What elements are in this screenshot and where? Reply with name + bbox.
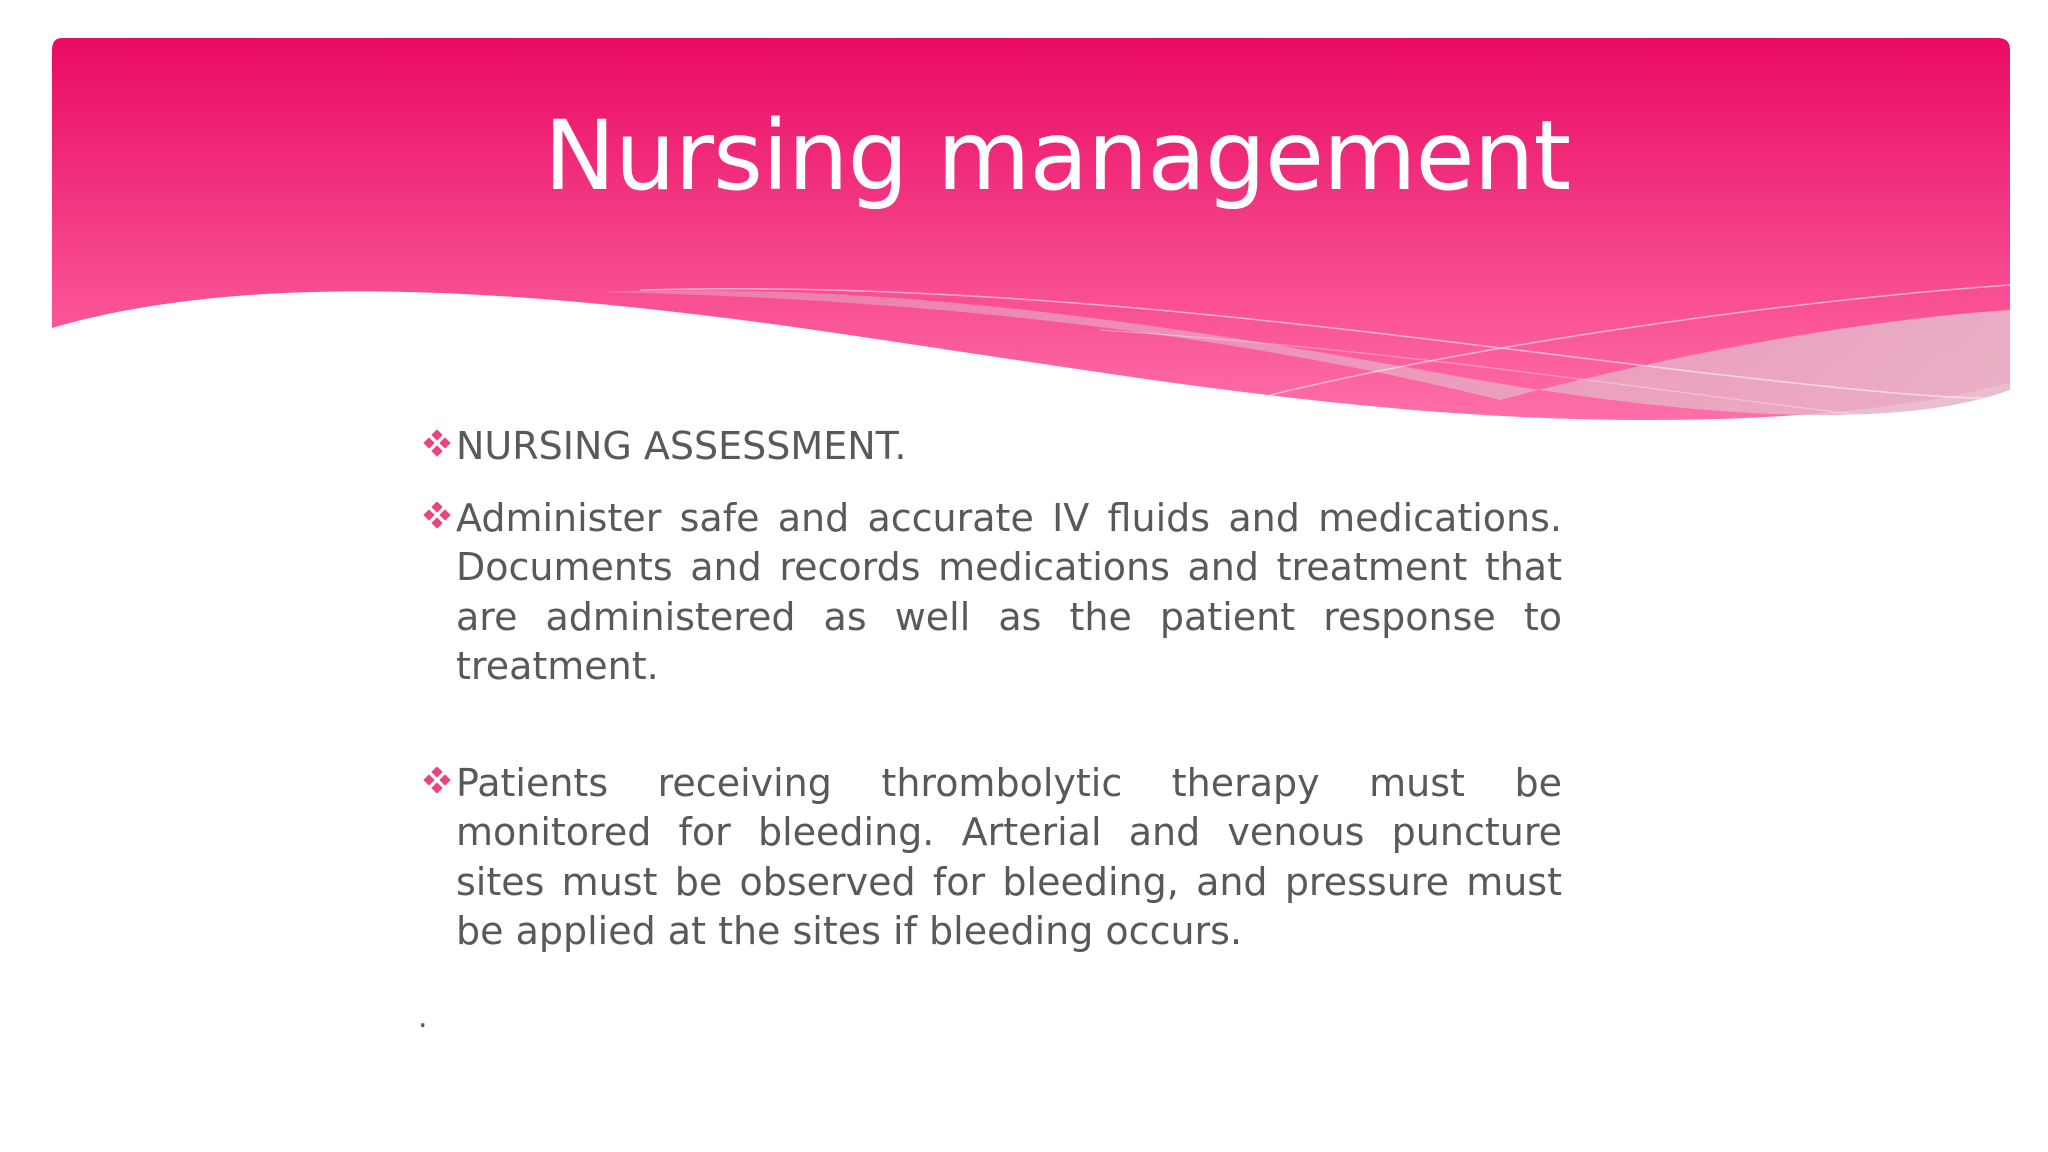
slide-title: Nursing management bbox=[543, 100, 1571, 212]
trailing-period: . bbox=[418, 1000, 428, 1035]
bullet-text: Patients receiving thrombolytic therapy must be monitored for bleeding. Arterial and venous puncture sites must be observed for bleeding, and pressure must be applied at the sites if bleeding occurs. bbox=[456, 760, 1562, 953]
four-diamond-bullet-icon bbox=[422, 430, 452, 460]
bullet-list bbox=[422, 422, 1562, 1017]
bullet-text: NURSING ASSESSMENT. bbox=[456, 424, 907, 468]
four-diamond-bullet-icon bbox=[422, 502, 452, 532]
bullet-item bbox=[422, 494, 1562, 692]
four-diamond-bullet-icon bbox=[422, 767, 452, 797]
bullet-item bbox=[422, 422, 1562, 472]
bullet-text: Administer safe and accurate IV fluids and medications. Documents and records medications and treatment that are administered as well as the patient response to treatment. bbox=[456, 495, 1562, 688]
bullet-item bbox=[422, 759, 1562, 957]
header-banner bbox=[0, 0, 2048, 440]
